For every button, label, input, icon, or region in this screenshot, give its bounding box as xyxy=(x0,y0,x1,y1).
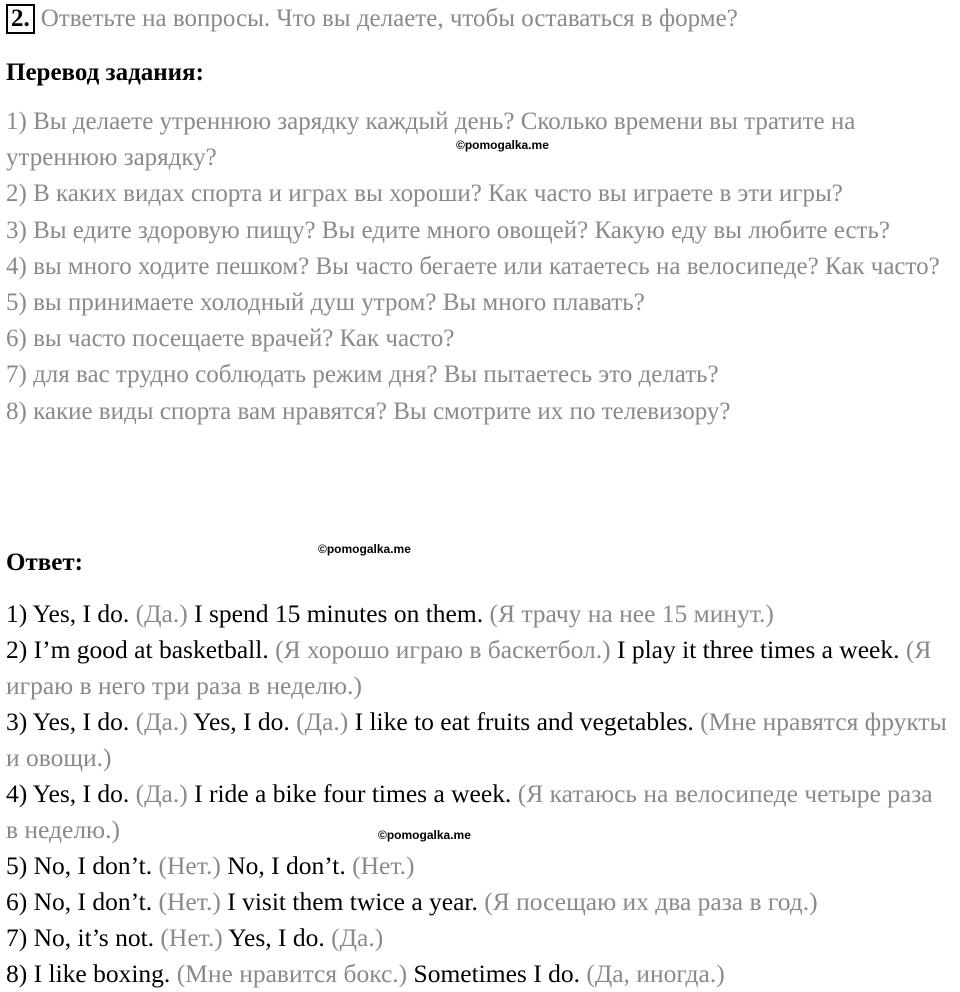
answer-translation: (Да.) xyxy=(331,923,384,952)
answer-item xyxy=(6,632,951,704)
answer-english: I visit them twice a year. xyxy=(227,887,478,916)
answer-item xyxy=(6,776,951,848)
answer-english: 6) No, I don’t. xyxy=(6,887,153,916)
answer-translation: (Я играю в него три раза в неделю.) xyxy=(6,635,932,700)
answer-title: Ответ: xyxy=(6,549,83,576)
answer-english: Yes, I do. xyxy=(193,707,290,736)
question-item: 5) вы принимаете холодный душ утром? Вы много плавать? xyxy=(6,289,645,317)
answer-translation: (Да, иногда.) xyxy=(586,959,725,988)
answer-english: Sometimes I do. xyxy=(413,959,580,988)
answer-item xyxy=(6,884,951,920)
answer-english: 3) Yes, I do. xyxy=(6,707,130,736)
answer-translation: (Нет.) xyxy=(158,887,221,916)
answer-item xyxy=(6,596,951,632)
answer-english: I ride a bike four times a week. xyxy=(194,779,512,808)
question-item: 2) В каких видах спорта и играх вы хороши? Как часто вы играете в эти игры? xyxy=(6,180,843,208)
answer-translation: (Да.) xyxy=(135,599,188,628)
answer-translation: (Я хорошо играю в баскетбол.) xyxy=(275,635,611,664)
answer-english: I like to eat fruits and vegetables. xyxy=(354,707,694,736)
questions-list xyxy=(6,104,956,430)
watermark: ©pomogalka.me xyxy=(378,828,471,842)
answer-english: 5) No, I don’t. xyxy=(6,851,153,880)
answer-english: 4) Yes, I do. xyxy=(6,779,130,808)
answer-translation: (Я посещаю их два раза в год.) xyxy=(484,887,818,916)
translation-title: Перевод задания: xyxy=(6,59,204,86)
question-item: 3) Вы едите здоровую пищу? Вы едите много овощей? Какую еду вы любите есть? xyxy=(6,216,890,244)
answer-translation: (Да.) xyxy=(296,707,349,736)
answer-translation: (Нет.) xyxy=(158,851,221,880)
answer-english: 7) No, it’s not. xyxy=(6,923,155,952)
answer-item xyxy=(6,704,951,776)
question-item: 7) для вас трудно соблюдать режим дня? Вы пытаетесь это делать? xyxy=(6,361,719,389)
answer-translation: (Я трачу на нее 15 минут.) xyxy=(489,599,774,628)
watermark: ©pomogalka.me xyxy=(456,138,549,152)
answer-translation: (Я катаюсь на велосипеде четыре раза в неделю.) xyxy=(6,779,933,844)
answer-english: 8) I like boxing. xyxy=(6,959,171,988)
answer-translation: (Мне нравятся фрукты и овощи.) xyxy=(6,707,947,772)
question-item: 6) вы часто посещаете врачей? Как часто? xyxy=(6,325,455,353)
answer-english: Yes, I do. xyxy=(228,923,325,952)
question-item: 4) вы много ходите пешком? Вы часто бегаете или катаетесь на велосипеде? Как часто? xyxy=(6,252,940,280)
task-number: 2. xyxy=(6,4,35,34)
answer-translation: (Да.) xyxy=(135,779,188,808)
answer-translation: (Нет.) xyxy=(160,923,223,952)
answer-english: I play it three times a week. xyxy=(616,635,900,664)
answer-english: 1) Yes, I do. xyxy=(6,599,130,628)
answer-english: 2) I’m good at basketball. xyxy=(6,635,269,664)
answers-list xyxy=(6,596,951,992)
task-header xyxy=(6,4,738,34)
answer-item xyxy=(6,920,951,956)
answer-english: I spend 15 minutes on them. xyxy=(194,599,484,628)
answer-translation: (Да.) xyxy=(135,707,188,736)
answer-item xyxy=(6,848,951,884)
question-item: 8) какие виды спорта вам нравятся? Вы смотрите их по телевизору? xyxy=(6,397,731,425)
question-item: 1) Вы делаете утреннюю зарядку каждый день? Сколько времени вы тратите на утреннюю зарядку? xyxy=(6,108,856,172)
answer-english: No, I don’t. xyxy=(227,851,346,880)
answer-translation: (Мне нравится бокс.) xyxy=(176,959,408,988)
watermark: ©pomogalka.me xyxy=(318,542,411,556)
task-instruction: Ответьте на вопросы. Что вы делаете, чтобы оставаться в форме? xyxy=(40,5,738,32)
answer-translation: (Нет.) xyxy=(352,851,415,880)
